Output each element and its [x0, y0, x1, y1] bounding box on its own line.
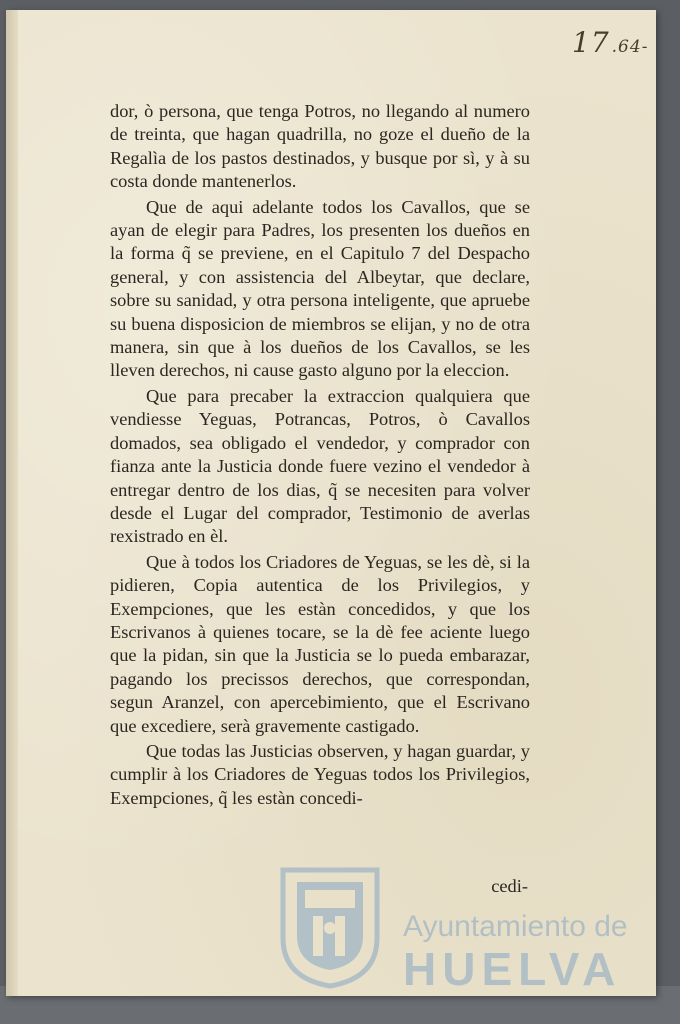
paragraph-1: dor, ò persona, que tenga Potros, no llegando al numero de treinta, que hagan quadrilla, no goze el dueño de la Regalìa de los pastos destinados, y busque por sì, y à su costa donde mantenerlos.	[110, 101, 530, 192]
folio-sub: 64	[618, 37, 642, 57]
archive-watermark	[275, 860, 655, 995]
page-binding-edge	[6, 10, 18, 996]
document-body	[110, 100, 530, 812]
huelva-shield-logo	[275, 860, 385, 990]
paragraph-4: Que à todos los Criadores de Yeguas, se les dè, si la pidieren, Copia autentica de los Privilegios, y Exempciones, que les estàn concedidos, y que los Escrivanos à quienes tocare, se la dè fee aciente luego que la pidan, sin que la Justicia se lo pueda embarazar, pagando los precissos derechos, que correspondan, segun Aranzel, con apercebimiento, que el Escrivano que excediere, serà gravemente castigado.	[110, 551, 530, 736]
paragraph-5: Que todas las Justicias observen, y hagan guardar, y cumplir à los Criadores de Yeguas todos los Privilegios, Exempciones, q̃ les estàn concedi-	[110, 740, 530, 808]
catchword: cedi-	[491, 876, 528, 896]
watermark-line2: HUELVA	[403, 943, 622, 995]
folio-number: 17 .64-	[572, 26, 649, 59]
watermark-line1: Ayuntamiento de	[403, 910, 628, 943]
folio-main: 17	[572, 26, 610, 59]
paragraph-3: Que para precaber la extraccion qualquiera que vendiesse Yeguas, Potrancas, Potros, ò Cavallos domados, sea obligado el vendedor, y comprador con fianza ante la Justicia donde fuere vezino el vendedor à entregar dentro de los dias, q̃ se necesiten para volver desde el Lugar del comprador, Testimonio de averlas rexistrado en èl.	[110, 385, 530, 547]
paragraph-2: Que de aqui adelante todos los Cavallos, que se ayan de elegir para Padres, los presenten los dueños en la forma q̃ se previene, en el Capitulo 7 del Despacho general, y con assistencia del Albeytar, que declare, sobre su sanidad, y otra persona inteligente, que apruebe su buena disposicion de miembros se elijan, y no de otra manera, sin que à los dueños de los Cavallos, se les lleven derechos, ni cause gasto alguno por la eleccion.	[110, 196, 530, 381]
